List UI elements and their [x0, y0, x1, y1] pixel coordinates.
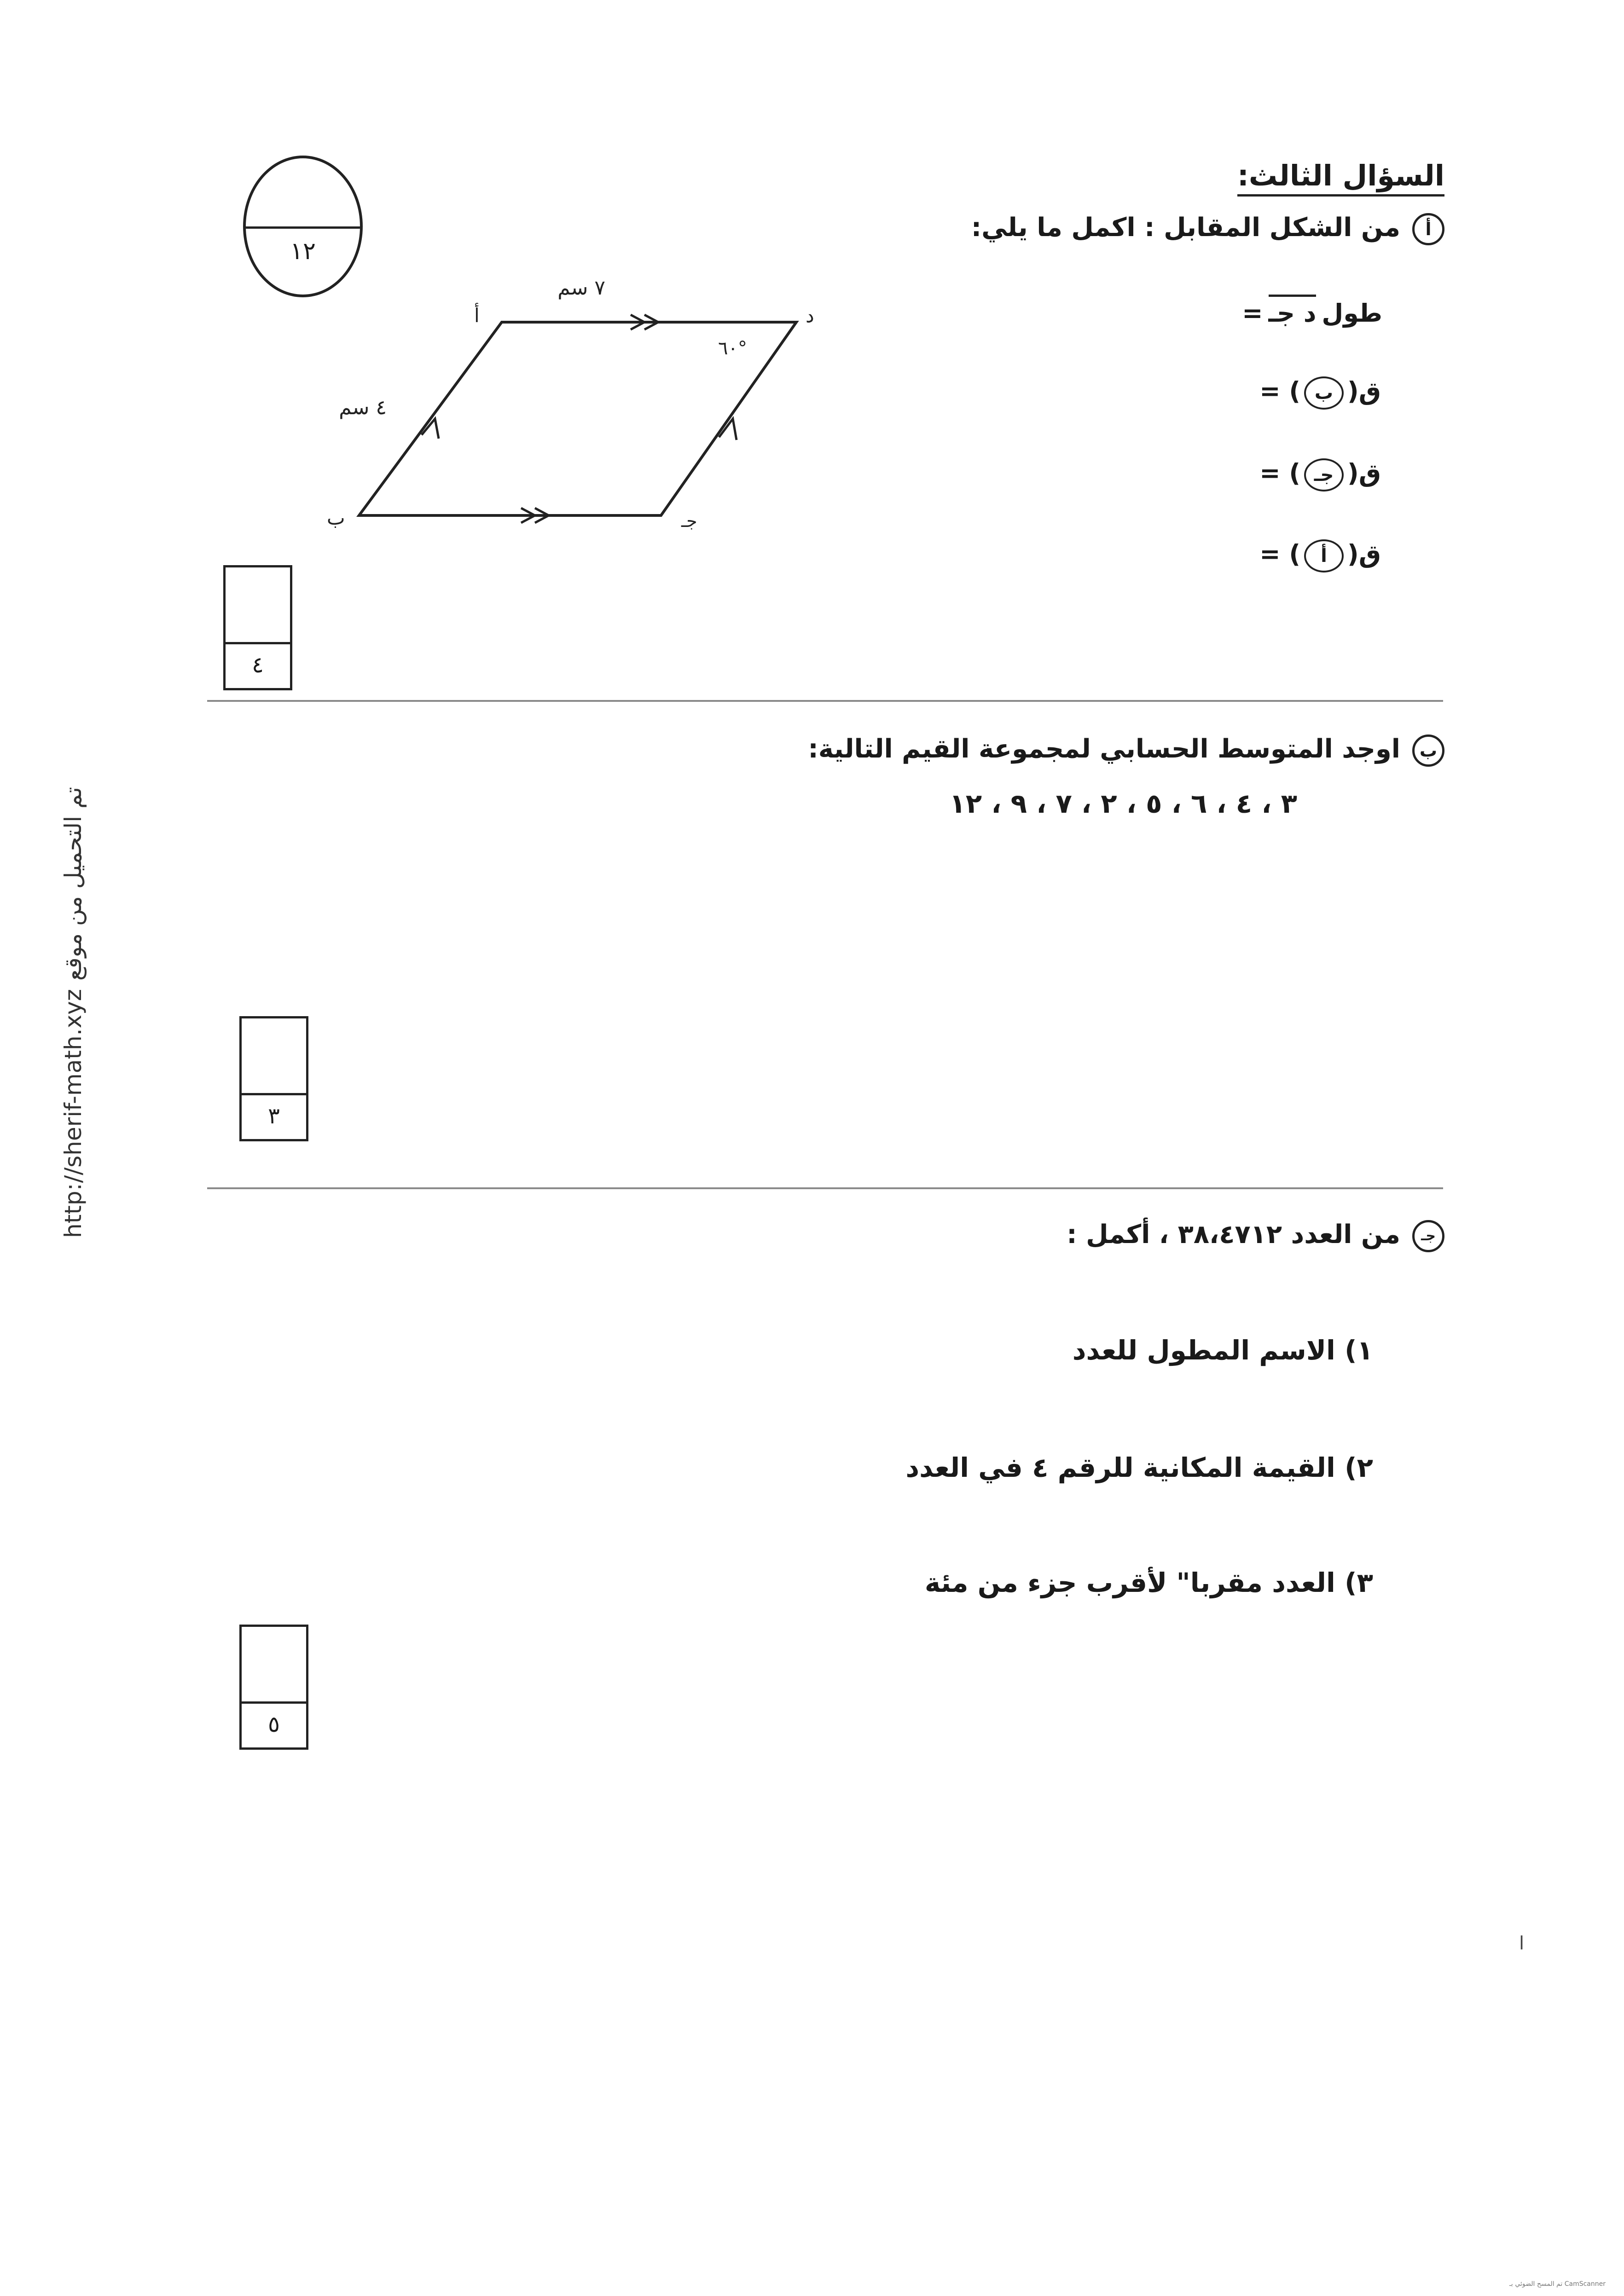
- vertex-b: ب: [327, 507, 345, 529]
- part-c-score: ٥: [268, 1712, 280, 1738]
- total-score: ١٢: [290, 237, 316, 265]
- page-mark: ا: [1519, 1933, 1525, 1954]
- part-a-score-box: [223, 565, 292, 690]
- part-b-score: ٣: [268, 1103, 280, 1129]
- watermark-prefix: تم التحميل من موقع: [60, 787, 87, 981]
- part-b-values: ٣ ، ٤ ، ٦ ، ٥ ، ٢ ، ٧ ، ٩ ، ١٢: [949, 788, 1297, 819]
- watermark-url[interactable]: http://sherif-math.xyz: [60, 989, 87, 1238]
- angle-c: جـ: [1304, 458, 1344, 492]
- segment-dc: د جـ: [1269, 295, 1317, 328]
- vertex-d: د: [806, 304, 814, 327]
- divider-1: [207, 700, 1443, 702]
- angle-a: أ: [1304, 539, 1344, 573]
- part-b-instruction: باوجد المتوسط الحسابي لمجموعة القيم التالية:: [808, 734, 1444, 767]
- part-c-item-3: ٣) العدد مقربا" لأقرب جزء من مئة: [924, 1567, 1373, 1598]
- part-c-instruction: جـمن العدد ٣٨،٤٧١٢ ، أكمل :: [1067, 1220, 1444, 1252]
- side-length-label: ٤ سم: [339, 396, 387, 419]
- part-c-item-2: ٢) القيمة المكانية للرقم ٤ في العدد: [905, 1452, 1373, 1483]
- part-a-item-3: ق(جـ) =: [1259, 458, 1381, 492]
- download-watermark: [60, 778, 87, 1238]
- part-b-marker: ب: [1412, 734, 1444, 767]
- vertex-a: أ: [474, 304, 480, 327]
- part-c-score-box: [239, 1625, 308, 1750]
- parallelogram-figure: [276, 258, 856, 543]
- angle-b: ب: [1304, 376, 1344, 410]
- part-b-score-box: [239, 1016, 308, 1141]
- angle-d-label: ٦٠°: [718, 338, 747, 359]
- part-a-marker: أ: [1412, 213, 1444, 245]
- top-length-label: ٧ سم: [557, 276, 605, 300]
- part-a-item-4: ق(أ) =: [1259, 539, 1381, 573]
- vertex-c: جـ: [681, 511, 697, 531]
- part-a-item-1: طولد جـ=: [1242, 295, 1382, 328]
- part-c-item-1: ١) الاسم المطول للعدد: [1072, 1335, 1373, 1366]
- question-title: السؤال الثالث:: [1237, 159, 1444, 197]
- divider-2: [207, 1187, 1443, 1189]
- part-a-item-2: ق(ب) =: [1259, 376, 1381, 410]
- part-a-score: ٤: [252, 652, 264, 678]
- part-c-marker: جـ: [1412, 1220, 1444, 1252]
- part-a-instruction: أمن الشكل المقابل : اكمل ما يلي:: [971, 213, 1444, 245]
- scanner-stamp: CamScanner تم المسح الضوئي بـ: [1509, 2280, 1606, 2288]
